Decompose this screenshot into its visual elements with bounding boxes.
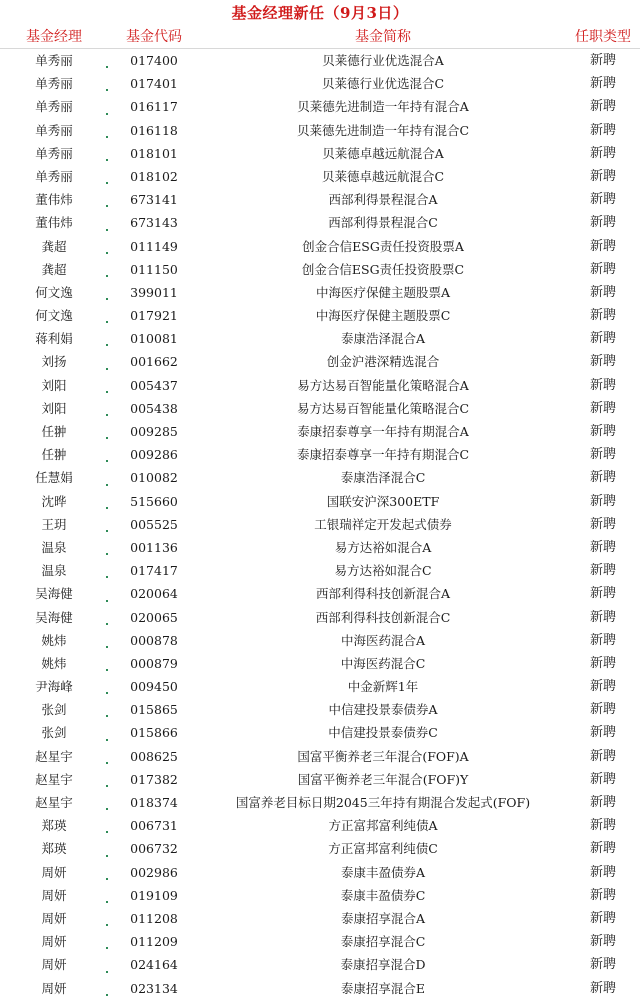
cell-fund-name: 易方达裕如混合A — [334, 539, 432, 555]
table-row — [0, 188, 640, 211]
cell-fund-code: 017921 — [130, 308, 178, 324]
cell-fund-manager: 单秀丽 — [0, 142, 108, 165]
cell-fund-manager: 何文逸 — [0, 281, 108, 304]
cell-fund-name: 中信建投景泰债券C — [328, 725, 438, 741]
cell-appointment-type: 新聘 — [589, 470, 616, 486]
cell-fund-code: 009285 — [130, 424, 178, 439]
cell-fund-name: 国富养老目标日期2045三年持有期混合发起式(FOF) — [235, 795, 531, 810]
cell-appointment-type: 新聘 — [589, 841, 616, 857]
table-row — [0, 791, 640, 814]
cell-appointment-type: 新聘 — [589, 238, 616, 254]
cell-fund-code: 018102 — [130, 168, 178, 184]
cell-appointment-type: 新聘 — [589, 818, 616, 834]
cell-appointment-type: 新聘 — [589, 122, 616, 138]
table-row — [0, 119, 640, 142]
table-row — [0, 652, 640, 675]
cell-fund-name: 国联安沪深300ETF — [326, 493, 440, 509]
table-row — [0, 235, 640, 258]
cell-fund-code: 002986 — [130, 864, 178, 880]
cell-fund-code: 006731 — [130, 818, 178, 834]
cell-appointment-type: 新聘 — [589, 980, 616, 996]
cell-fund-name: 国富平衡养老三年混合(FOF)Y — [297, 771, 469, 787]
cell-fund-manager: 尹海峰 — [0, 675, 108, 698]
table-row — [0, 374, 640, 397]
cell-fund-manager: 温泉 — [0, 559, 108, 582]
cell-appointment-type: 新聘 — [589, 308, 616, 324]
cell-fund-code: 000879 — [130, 655, 178, 671]
cell-appointment-type: 新聘 — [589, 864, 616, 880]
table-row — [0, 907, 640, 930]
table-row — [0, 861, 640, 884]
cell-appointment-type: 新聘 — [589, 609, 616, 625]
cell-appointment-type: 新聘 — [589, 192, 616, 208]
cell-appointment-type: 新聘 — [589, 424, 616, 439]
cell-fund-name: 创金合信ESG责任投资股票C — [301, 261, 465, 277]
cell-appointment-type: 新聘 — [589, 539, 616, 555]
cell-fund-name: 泰康丰盈债券C — [340, 887, 426, 903]
cell-appointment-type: 新聘 — [589, 53, 616, 68]
table-row — [0, 698, 640, 721]
cell-appointment-type: 新聘 — [589, 887, 616, 903]
cell-appointment-type: 新聘 — [589, 725, 616, 741]
table-row — [0, 327, 640, 350]
table-row — [0, 513, 640, 536]
cell-fund-manager: 刘扬 — [0, 350, 108, 373]
cell-fund-code: 673143 — [130, 215, 178, 231]
cell-appointment-type: 新聘 — [589, 516, 616, 532]
cell-fund-name: 泰康招泰尊享一年持有期混合A — [297, 424, 469, 439]
table-row — [0, 930, 640, 953]
cell-fund-code: 009286 — [130, 447, 178, 463]
cell-fund-code: 018101 — [130, 145, 178, 161]
cell-appointment-type: 新聘 — [589, 910, 616, 926]
cell-fund-name: 国富平衡养老三年混合(FOF)A — [297, 748, 469, 764]
cell-fund-manager: 任慧娟 — [0, 466, 108, 489]
cell-fund-code: 015865 — [130, 702, 178, 718]
cell-fund-code: 015866 — [130, 725, 178, 741]
cell-appointment-type: 新聘 — [589, 261, 616, 277]
header-appointment-type: 任职类型 — [575, 29, 631, 45]
cell-fund-manager: 周妍 — [0, 930, 108, 953]
cell-fund-name: 贝莱德卓越远航混合C — [321, 168, 445, 184]
cell-fund-manager: 赵星宇 — [0, 768, 108, 791]
table-row — [0, 142, 640, 165]
cell-fund-name: 中海医疗保健主题股票C — [315, 308, 451, 324]
table-row — [0, 304, 640, 327]
table-row — [0, 675, 640, 698]
cell-fund-manager: 单秀丽 — [0, 49, 108, 72]
cell-appointment-type: 新聘 — [589, 493, 616, 509]
cell-fund-code: 018374 — [130, 795, 178, 810]
cell-fund-name: 易方达易百智能量化策略混合A — [297, 377, 469, 393]
table-row — [0, 466, 640, 489]
cell-fund-manager: 姚炜 — [0, 629, 108, 652]
cell-fund-manager: 任翀 — [0, 420, 108, 443]
table-row — [0, 814, 640, 837]
header-fund-manager: 基金经理 — [26, 29, 82, 45]
cell-fund-code: 010082 — [130, 470, 178, 486]
table-row — [0, 559, 640, 582]
cell-appointment-type: 新聘 — [589, 748, 616, 764]
cell-fund-name: 贝莱德卓越远航混合A — [322, 145, 444, 161]
cell-fund-manager: 吴海健 — [0, 606, 108, 629]
header-fund-code: 基金代码 — [126, 29, 182, 45]
cell-fund-name: 泰康招泰尊享一年持有期混合C — [296, 447, 470, 463]
cell-fund-code: 011208 — [130, 910, 178, 926]
table-row — [0, 211, 640, 234]
table-row — [0, 837, 640, 860]
cell-fund-code: 017400 — [130, 53, 178, 68]
cell-appointment-type: 新聘 — [589, 76, 616, 92]
cell-appointment-type: 新聘 — [589, 145, 616, 161]
cell-appointment-type: 新聘 — [589, 934, 616, 950]
cell-fund-name: 泰康招享混合A — [340, 910, 426, 926]
cell-fund-code: 020065 — [130, 609, 178, 625]
cell-fund-code: 515660 — [130, 493, 178, 509]
cell-fund-name: 泰康招享混合E — [340, 980, 426, 996]
cell-appointment-type: 新聘 — [589, 795, 616, 810]
cell-fund-code: 005525 — [130, 516, 178, 532]
cell-fund-code: 001136 — [130, 539, 178, 555]
cell-fund-name: 泰康丰盈债券A — [340, 864, 426, 880]
table-row — [0, 72, 640, 95]
cell-appointment-type: 新聘 — [589, 284, 616, 300]
cell-appointment-type: 新聘 — [589, 215, 616, 231]
cell-fund-code: 020064 — [130, 586, 178, 602]
cell-fund-name: 创金合信ESG责任投资股票A — [302, 238, 464, 254]
cell-fund-name: 中海医药混合C — [340, 655, 426, 671]
cell-fund-name: 中海医药混合A — [340, 632, 426, 648]
cell-appointment-type: 新聘 — [589, 377, 616, 393]
cell-fund-name: 中金新辉1年 — [347, 679, 419, 695]
cell-fund-code: 024164 — [130, 957, 178, 973]
table-title: 基金经理新任（9月3日） — [231, 4, 409, 22]
cell-appointment-type: 新聘 — [589, 99, 616, 115]
cell-fund-code: 673141 — [130, 192, 178, 208]
table-row — [0, 629, 640, 652]
cell-fund-code: 011149 — [130, 238, 178, 254]
cell-fund-manager: 张剑 — [0, 721, 108, 744]
cell-fund-code: 399011 — [130, 284, 178, 300]
table-row — [0, 165, 640, 188]
cell-fund-name: 贝莱德行业优选混合A — [322, 53, 444, 68]
cell-appointment-type: 新聘 — [589, 632, 616, 648]
cell-fund-manager: 任翀 — [0, 443, 108, 466]
cell-fund-manager: 姚炜 — [0, 652, 108, 675]
cell-fund-code: 011209 — [130, 934, 178, 950]
table-row — [0, 258, 640, 281]
cell-appointment-type: 新聘 — [589, 354, 616, 370]
cell-fund-manager: 何文逸 — [0, 304, 108, 327]
cell-appointment-type: 新聘 — [589, 957, 616, 973]
cell-appointment-type: 新聘 — [589, 400, 616, 416]
cell-fund-manager: 龚超 — [0, 235, 108, 258]
cell-fund-manager: 温泉 — [0, 536, 108, 559]
cell-fund-name: 中信建投景泰债券A — [328, 702, 438, 718]
cell-appointment-type: 新聘 — [589, 655, 616, 671]
cell-appointment-type: 新聘 — [589, 702, 616, 718]
cell-fund-manager: 王玥 — [0, 513, 108, 536]
table-row — [0, 745, 640, 768]
cell-fund-manager: 周妍 — [0, 884, 108, 907]
cell-fund-code: 019109 — [130, 887, 178, 903]
table-row — [0, 768, 640, 791]
cell-fund-code: 017382 — [130, 771, 178, 787]
cell-fund-name: 中海医疗保健主题股票A — [315, 284, 451, 300]
cell-fund-code: 001662 — [130, 354, 178, 370]
table-row — [0, 721, 640, 744]
cell-fund-manager: 吴海健 — [0, 582, 108, 605]
cell-appointment-type: 新聘 — [589, 679, 616, 695]
cell-fund-manager: 郑瑛 — [0, 837, 108, 860]
cell-fund-name: 方正富邦富利纯债C — [328, 841, 438, 857]
cell-fund-manager: 周妍 — [0, 953, 108, 976]
cell-fund-code: 008625 — [130, 748, 178, 764]
cell-fund-name: 创金沪港深精选混合 — [326, 354, 440, 370]
cell-fund-manager: 沈晔 — [0, 490, 108, 513]
table-row — [0, 420, 640, 443]
cell-fund-name: 泰康招享混合C — [340, 934, 426, 950]
cell-fund-code: 006732 — [130, 841, 178, 857]
cell-appointment-type: 新聘 — [589, 586, 616, 602]
cell-fund-name: 易方达裕如混合C — [334, 563, 432, 579]
cell-fund-code: 017417 — [130, 563, 178, 579]
cell-fund-name: 西部利得科技创新混合A — [315, 586, 451, 602]
table-row — [0, 977, 640, 1000]
cell-fund-code: 005438 — [130, 400, 178, 416]
table-row — [0, 95, 640, 118]
cell-fund-manager: 周妍 — [0, 861, 108, 884]
cell-fund-name: 贝莱德先进制造一年持有混合C — [296, 122, 470, 138]
cell-appointment-type: 新聘 — [589, 168, 616, 184]
table-header-row — [0, 26, 640, 49]
cell-appointment-type: 新聘 — [589, 447, 616, 463]
cell-fund-code: 005437 — [130, 377, 178, 393]
cell-appointment-type: 新聘 — [589, 563, 616, 579]
cell-fund-code: 010081 — [130, 331, 178, 347]
table-row — [0, 536, 640, 559]
cell-fund-name: 方正富邦富利纯债A — [328, 818, 438, 834]
table-row — [0, 49, 640, 72]
cell-fund-code: 023134 — [130, 980, 178, 996]
cell-fund-manager: 蒋利娟 — [0, 327, 108, 350]
cell-fund-manager: 单秀丽 — [0, 119, 108, 142]
cell-fund-name: 贝莱德先进制造一年持有混合A — [297, 99, 469, 115]
table-row — [0, 281, 640, 304]
cell-fund-code: 016118 — [130, 122, 178, 138]
cell-fund-code: 011150 — [130, 261, 178, 277]
cell-fund-manager: 单秀丽 — [0, 165, 108, 188]
cell-fund-manager: 周妍 — [0, 977, 108, 1000]
cell-fund-code: 009450 — [130, 679, 178, 695]
cell-fund-name: 西部利得景程混合C — [328, 215, 438, 231]
cell-fund-manager: 龚超 — [0, 258, 108, 281]
table-row — [0, 953, 640, 976]
table-body — [0, 49, 640, 1000]
cell-fund-manager: 郑瑛 — [0, 814, 108, 837]
cell-fund-manager: 赵星宇 — [0, 745, 108, 768]
cell-fund-name: 贝莱德行业优选混合C — [321, 76, 445, 92]
cell-fund-name: 泰康浩泽混合C — [340, 470, 426, 486]
cell-fund-name: 西部利得科技创新混合C — [315, 609, 451, 625]
header-fund-name: 基金简称 — [355, 29, 411, 45]
cell-fund-name: 易方达易百智能量化策略混合C — [296, 400, 470, 416]
cell-fund-name: 泰康招享混合D — [340, 957, 426, 973]
cell-appointment-type: 新聘 — [589, 771, 616, 787]
cell-fund-manager: 刘阳 — [0, 374, 108, 397]
cell-appointment-type: 新聘 — [589, 331, 616, 347]
table-row — [0, 606, 640, 629]
cell-fund-code: 017401 — [130, 76, 178, 92]
cell-fund-manager: 单秀丽 — [0, 72, 108, 95]
cell-fund-name: 工银瑞祥定开发起式债券 — [314, 516, 452, 532]
cell-fund-manager: 单秀丽 — [0, 95, 108, 118]
cell-fund-manager: 董伟炜 — [0, 188, 108, 211]
cell-fund-code: 000878 — [130, 632, 178, 648]
cell-fund-manager: 刘阳 — [0, 397, 108, 420]
table-row — [0, 490, 640, 513]
cell-fund-manager: 张剑 — [0, 698, 108, 721]
cell-fund-name: 泰康浩泽混合A — [340, 331, 426, 347]
table-row — [0, 397, 640, 420]
cell-fund-name: 西部利得景程混合A — [328, 192, 438, 208]
table-row — [0, 350, 640, 373]
table-row — [0, 884, 640, 907]
table-row — [0, 443, 640, 466]
cell-fund-manager: 董伟炜 — [0, 211, 108, 234]
cell-fund-manager: 周妍 — [0, 907, 108, 930]
cell-fund-manager: 赵星宇 — [0, 791, 108, 814]
table-row — [0, 582, 640, 605]
cell-fund-code: 016117 — [130, 99, 178, 115]
